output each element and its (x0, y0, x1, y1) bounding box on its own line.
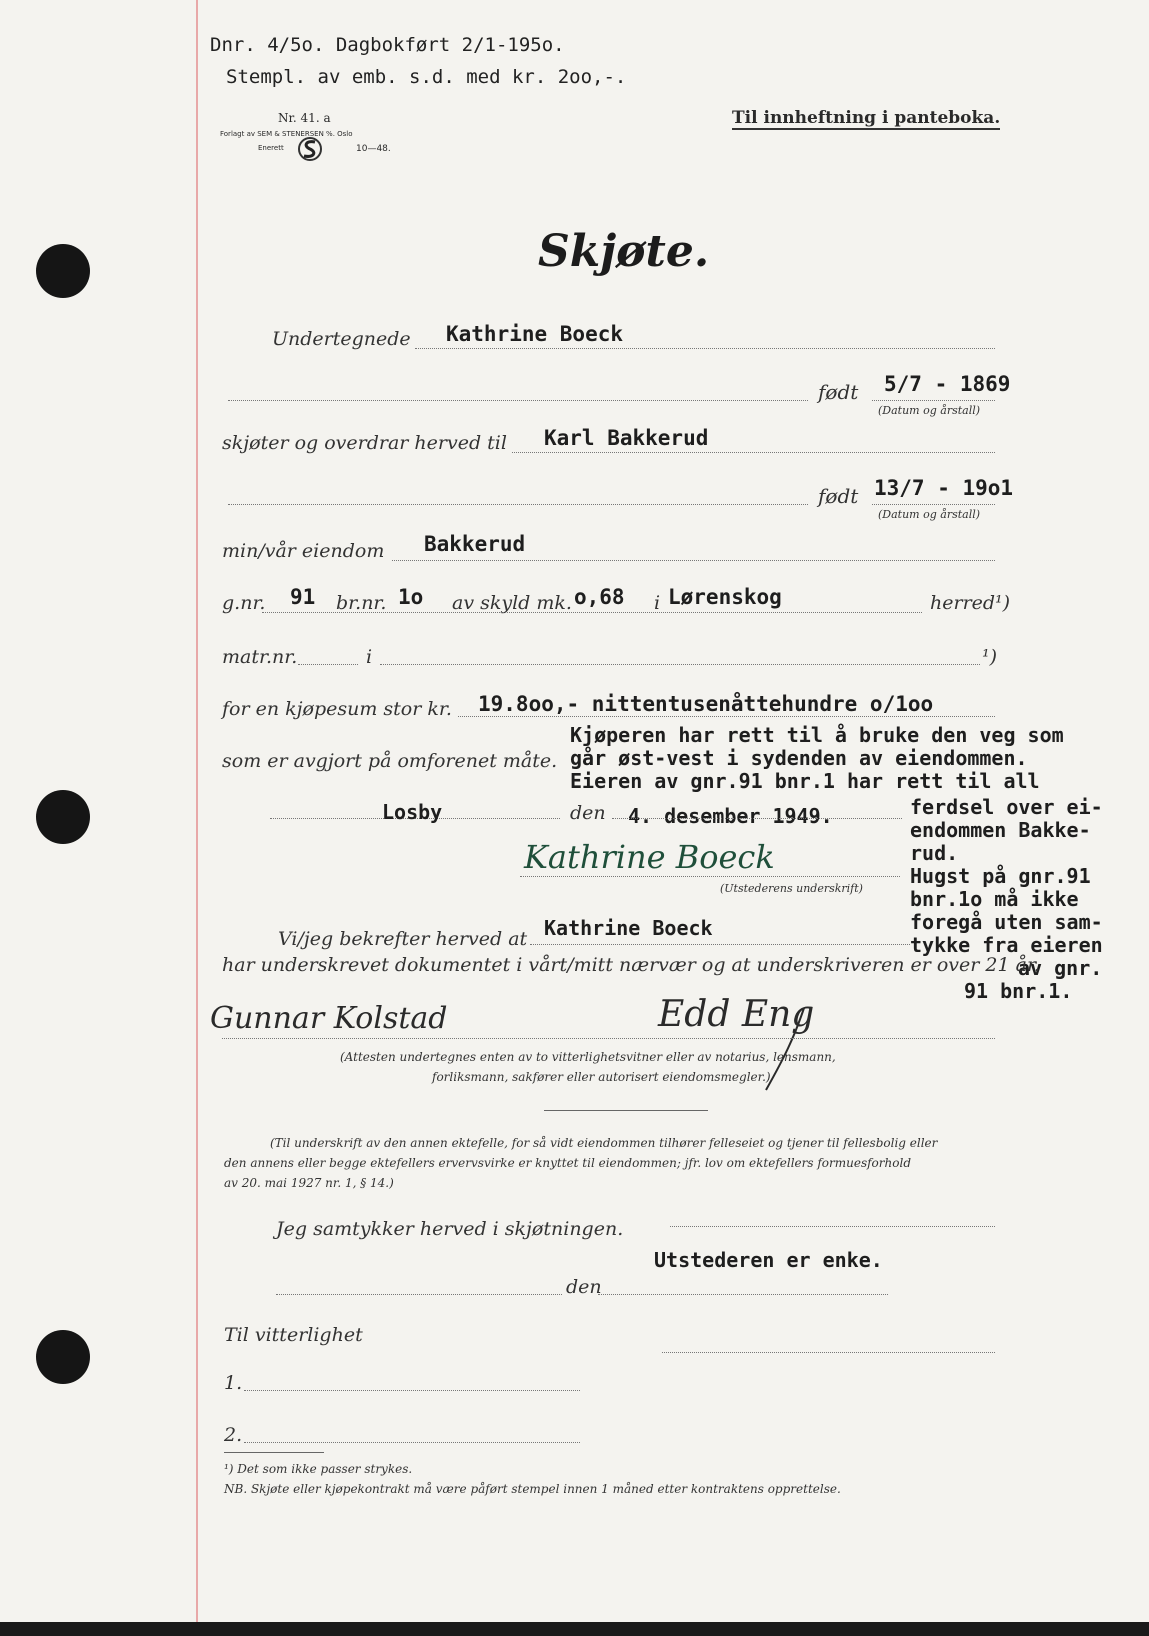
skyld-value: o,68 (574, 585, 625, 609)
attest-text: har underskrevet dokumentet i vårt/mitt nærvær og at underskriveren er over 21 år. (222, 954, 1040, 976)
form-date: 10—48. (356, 144, 391, 154)
signature-caption: (Utstederens underskrift) (720, 882, 863, 895)
gnr-label: g.nr. (222, 592, 266, 614)
matr-i: i (366, 646, 373, 668)
gnr-value: 91 (290, 585, 316, 609)
svg-text:Gunnar Kolstad: Gunnar Kolstad (210, 1001, 448, 1036)
footnote-1: ¹) Det som ikke passer strykes. (224, 1462, 413, 1476)
witness-signature-1 (206, 986, 506, 1042)
terms-text (570, 724, 1064, 793)
price-label: for en kjøpesum stor kr. (222, 698, 452, 720)
skyld-label: av skyld mk. (452, 592, 572, 614)
attest-name: Kathrine Boeck (544, 916, 713, 940)
witness-1: 1. (224, 1372, 243, 1394)
attest-note-2: forliksmann, sakfører eller autorisert eiendomsmegler.) (432, 1070, 771, 1084)
den-label: den (570, 802, 606, 824)
innheftning-heading: Til innheftning i panteboka. (732, 108, 1001, 128)
svg-text:Edd Eng: Edd Eng (658, 994, 815, 1035)
stamp-line: Stempl. av emb. s.d. med kr. 2oo,-. (226, 66, 627, 88)
attest-note-1: (Attesten undertegnes enten av to vitterlighetsvitner eller av notarius, lensmann, (340, 1050, 836, 1064)
publisher-logo-icon (296, 136, 326, 162)
brnr-value: 1o (398, 585, 424, 609)
terms-side-line: rud. (910, 841, 959, 865)
i-label: i (654, 592, 661, 614)
herred-name: Lørenskog (668, 585, 782, 609)
property-name: Bakkerud (424, 532, 526, 556)
page-title: Skjøte. (538, 226, 710, 277)
terms-label: som er avgjort på omforenet måte. (222, 750, 558, 772)
property-label: min/vår eiendom (222, 540, 385, 562)
registration-line: Dnr. 4/5o. Dagbokført 2/1-195o. (210, 34, 565, 56)
svg-text:Kathrine Boeck: Kathrine Boeck (524, 838, 775, 876)
terms-side-line: tykke fra eieren (910, 933, 1103, 957)
price-amount: 19.8oo,- nittentusenåttehundre o/1oo (478, 692, 934, 716)
terms-side-line: av gnr. (1018, 956, 1103, 980)
buyer-name: Karl Bakkerud (544, 426, 709, 450)
buyer-date-hint: (Datum og årstall) (878, 508, 981, 521)
seller-label: Undertegnede (272, 328, 411, 350)
terms-side-line: 91 bnr.1. (964, 979, 1073, 1003)
terms-side-line: bnr.1o må ikke (910, 887, 1079, 911)
form-number: Nr. 41. a (278, 111, 331, 125)
matr-label: matr.nr. (222, 646, 298, 668)
buyer-born-date: 13/7 - 19o1 (874, 476, 1014, 500)
witness-label: Til vitterlighet (224, 1324, 363, 1346)
terms-side-line: foregå uten sam- (910, 910, 1103, 934)
attest-prefix: Vi/jeg bekrefter herved at (278, 928, 528, 950)
publisher: Forlagt av SEM & STENERSEN %. Oslo (220, 130, 353, 138)
herred-label: herred¹) (930, 592, 1011, 614)
seller-name: Kathrine Boeck (446, 322, 624, 346)
spouse-den-label: den (566, 1276, 602, 1298)
spouse-typed: Utstederen er enke. (654, 1248, 883, 1272)
terms-line: går øst-vest i sydenden av eiendommen. (570, 746, 1028, 770)
place-date: 4. desember 1949. (628, 804, 833, 828)
witness-2: 2. (224, 1424, 243, 1446)
terms-side-line: ferdsel over ei- (910, 795, 1103, 819)
footnote-nb: NB. Skjøte eller kjøpekontrakt må være påført stempel innen 1 måned etter kontraktens opprettelse. (224, 1482, 841, 1496)
issuer-signature (520, 830, 850, 880)
punch-hole (36, 244, 90, 298)
buyer-born-label: født (818, 484, 859, 508)
punch-hole (36, 790, 90, 844)
spouse-note-2: den annens eller begge ektefellers ervervsvirke er knyttet til eiendommen; jfr. lov om ektefellers formuesforhold (224, 1156, 911, 1170)
terms-side-line: endommen Bakke- (910, 818, 1091, 842)
terms-line: Kjøperen har rett til å bruke den veg som (570, 723, 1064, 747)
terms-side-line: Hugst på gnr.91 (910, 864, 1091, 888)
place: Losby (382, 800, 443, 824)
spouse-consent: Jeg samtykker herved i skjøtningen. (276, 1218, 624, 1240)
brnr-label: br.nr. (336, 592, 387, 614)
buyer-label: skjøter og overdrar herved til (222, 432, 507, 454)
seller-date-hint: (Datum og årstall) (878, 404, 981, 417)
seller-born-label: født (818, 380, 859, 404)
seller-born-date: 5/7 - 1869 (884, 372, 1011, 396)
spouse-note-1: (Til underskrift av den annen ektefelle, for så vidt eiendommen tilhører felleseiet og tjener til fellesbolig eller (270, 1136, 938, 1150)
margin-line (196, 0, 198, 1622)
spouse-note-3: av 20. mai 1927 nr. 1, § 14.) (224, 1176, 394, 1190)
matr-end: ¹) (982, 646, 998, 668)
punch-hole (36, 1330, 90, 1384)
terms-line: Eieren av gnr.91 bnr.1 har rett til all (570, 769, 1040, 793)
enerett: Enerett (258, 144, 284, 152)
